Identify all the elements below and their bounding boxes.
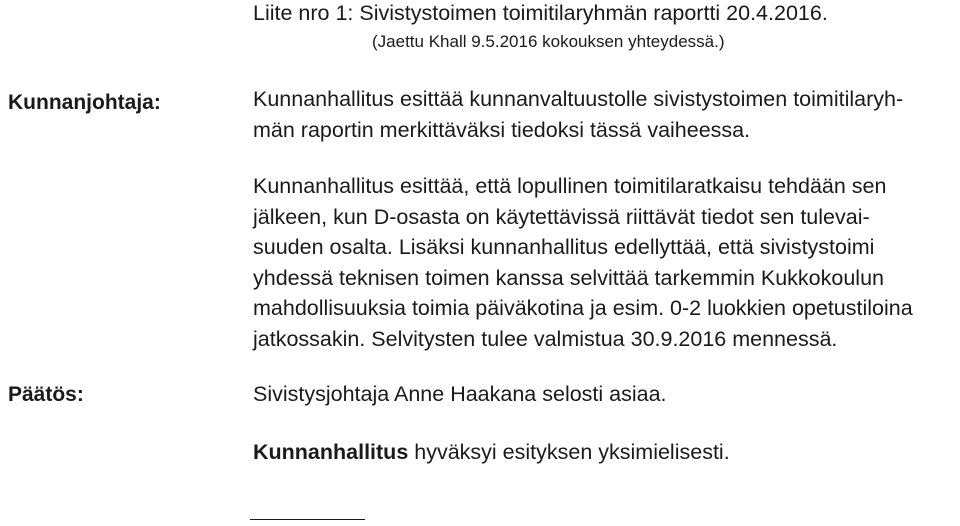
proposal-line: mahdollisuuksia toimia päiväkotina ja esim. 0-2 luokkien opetustiloina bbox=[253, 296, 913, 320]
signature-rule bbox=[250, 519, 365, 520]
decision-explanation bbox=[253, 379, 667, 410]
proposal-line: män raportin merkittäväksi tiedoksi tässä vaiheessa. bbox=[253, 117, 751, 142]
approval-text: hyväksyi esityksen yksimielisesti. bbox=[408, 440, 730, 464]
decision-approval bbox=[253, 437, 730, 468]
proposal-line: suuden osalta. Lisäksi kunnanhallitus edellyttää, että sivistystoimi bbox=[253, 235, 875, 259]
explanation-line: Sivistysjohtaja Anne Haakana selosti asiaa. bbox=[253, 382, 667, 406]
decision-label: Päätös: bbox=[8, 383, 84, 406]
proposal-line: jälkeen, kun D-osasta on käytettävissä riittävät tiedot sen tulevai- bbox=[253, 204, 870, 229]
proposal-line: jatkossakin. Selvitysten tulee valmistua 30.9.2016 mennessä. bbox=[253, 326, 838, 351]
proposal-line: Kunnanhallitus esittää, että lopullinen toimitilaratkaisu tehdään sen bbox=[253, 174, 887, 198]
distribution-note: (Jaettu Khall 9.5.2016 kokouksen yhteydessä.) bbox=[372, 32, 725, 51]
approval-line bbox=[253, 437, 730, 468]
director-label: Kunnanjohtaja: bbox=[8, 91, 161, 114]
director-proposal bbox=[253, 84, 903, 145]
proposal-line: Kunnanhallitus esittää kunnanvaltuustolle sivistystoimen toimitilaryh- bbox=[253, 87, 904, 111]
approval-subject: Kunnanhallitus bbox=[253, 440, 409, 464]
director-proposal-followup bbox=[253, 171, 913, 354]
proposal-line: yhdessä teknisen toimen kanssa selvittää tarkemmin Kukkokoulun bbox=[253, 265, 884, 290]
attachment-reference: Liite nro 1: Sivistystoimen toimitilaryhmän raportti 20.4.2016. bbox=[253, 1, 828, 25]
